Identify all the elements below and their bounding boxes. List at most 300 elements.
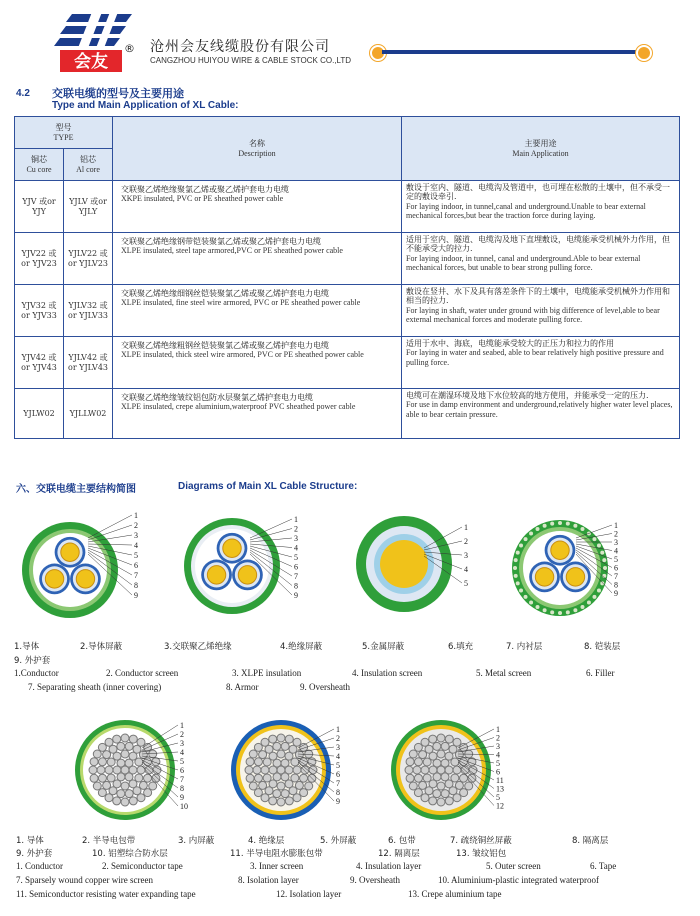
legend2-cn-item: 13. 皱纹铝包 [456,849,507,859]
cu-code: YJLW02 [15,389,64,439]
cable-diagram-crepe-aluminium [386,718,536,828]
cable-diagram-copper-wire-screen [226,718,376,828]
conductor-strand [429,735,437,743]
conductor-strand [107,774,115,782]
cable-type-table [14,116,680,439]
legend1-en-item: 1.Conductor [14,668,59,678]
armor-wire [536,527,540,531]
table-row [15,389,680,439]
conductor-strand [285,797,293,805]
armor-wire [602,558,606,562]
cu-code: YJV 或or YJY [15,181,64,233]
conductor-strand [406,774,414,782]
armor-wire [519,589,523,593]
conductor-strand [437,798,445,806]
diagram-label: 1 [464,523,468,532]
conductor-strand [105,738,113,746]
application-header [402,117,680,181]
description-cell [113,181,402,233]
conductor-strand [135,758,143,766]
legend2-en-item: 7. Sparsely wound copper wire screen [16,875,153,885]
conductor-strand [113,735,121,743]
legend1-cn-item: 8. 铠装层 [584,642,621,652]
section-number: 4.2 [16,88,30,99]
legend2-en-item: 12. Isolation layer [276,889,342,899]
cu-code: YJV32 或or YJV33 [15,285,64,337]
armor-wire [587,600,591,604]
legend2-en-item: 9. Oversheath [350,875,400,885]
cu-core-header-cn: 铜芯 [31,155,47,165]
legend1-cn-item: 6.填充 [448,642,474,652]
description-en: XLPE insulated, fine steel wire armored, PVC or PE sheathed power cable [121,298,361,308]
company-name-en: CANGZHOU HUIYOU WIRE & CABLE STOCK CO.,LTD [150,56,352,65]
conductor-strand [246,774,254,782]
legend2-cn-item: 10. 铝塑综合防水层 [92,849,168,859]
cu-core-header [15,149,64,181]
conductor-strand [263,774,271,782]
conductor-strand [293,794,301,802]
legend2-en-item: 3. Inner screen [250,861,304,871]
conductor-strand [305,750,313,758]
conductor-strand [421,738,429,746]
armor-wire [516,581,520,585]
description-header [113,117,402,181]
armor-wire [519,544,523,548]
type-header-en: TYPE [53,132,74,142]
description-cn: 交联聚乙烯绝缘细钢丝铠装聚氯乙烯或聚乙烯护套电力电缆 [121,289,329,298]
conductor-strand [129,735,137,743]
armor-wire [513,566,517,570]
application-en: For laying indoor, in tunnel,canal and underground.Unable to bear external mechanical forces,but bear the traction force during laying. [406,201,646,221]
cable-diagram-three-core-armored [176,508,326,618]
application-en: For laying in shaft, water under ground with big difference of level,able to bear external mechanical forces and moderate pulling force. [406,305,660,325]
conductor-strand [421,766,429,774]
diagram-label: 5 [614,555,618,564]
conductor-strand [437,750,445,758]
legend1-cn-item: 3.交联聚乙烯绝缘 [164,642,232,652]
diagram-label: 8 [614,580,618,590]
diagram-label: 1 [614,521,618,530]
table-row [15,233,680,285]
diagram-label: 9 [614,589,618,598]
diagram-label: 6 [336,770,340,779]
conductor-strand [261,738,269,746]
conductor-strand [437,734,445,742]
legend2-cn-item: 1. 导体 [16,836,44,846]
armor-wire [592,595,596,599]
diagram-label: 12 [496,801,504,811]
application-en: For laying indoor, in tunnel, canal and underground.Able to bear external mechanical forces, but unable to bear strong pulling force. [406,253,641,273]
legend2-en-item: 8. Isolation layer [238,875,299,885]
diagram-label: 8 [180,784,184,793]
diagram-label: 5 [464,579,468,588]
conductor [380,540,428,588]
diagram-label: 8 [134,581,138,590]
conductor-strand [441,742,449,750]
conductor-strand [281,742,289,750]
conductor-strand [285,735,293,743]
diagram-label: 5 [134,551,138,560]
diagram-label: 2 [294,524,298,534]
type-header [15,117,113,149]
diagram-label: 1 [496,725,500,734]
conductor-strand [414,774,422,782]
description-cell [113,233,402,285]
legend1-en-item: 2. Conductor screen [106,668,179,678]
diagram-label: 4 [614,546,618,556]
conductor-strand [249,782,257,790]
conductor-strand [245,766,253,774]
al-code: YJLV 或or YJLY [64,181,113,233]
type-header-cn: 型号 [55,123,72,133]
armor-wire [602,574,606,578]
armor-wire [566,522,570,526]
legend1-en-item: 4. Insulation screen [352,668,423,678]
armor-wire [543,524,547,528]
legend2-cn-item: 11. 半导电阻水膨胀包带 [230,849,323,859]
description-en: XLPE insulated, thick steel wire armored, PVC or PE sheathed power cable [121,350,364,360]
conductor-strand [453,766,461,774]
diagram-label: 7 [614,572,618,581]
conductor-strand [125,742,133,750]
diagram-label: 11 [496,776,504,785]
diagram-label: 3 [180,739,184,748]
conductor-strand [277,750,285,758]
table-row [15,181,680,233]
diagram-label: 9 [134,591,138,600]
logo-text: 会友 [74,52,108,72]
armor-wire [514,574,518,578]
diagram-label: 2 [134,521,138,530]
diagram-label: 2 [336,734,340,743]
armor-wire [558,611,562,615]
conductor-strand [281,790,289,798]
legend1-cn-item: 5.金属屏蔽 [362,642,405,652]
legend2-en-item: 4. Insulation layer [356,861,422,871]
conductor-strand [309,766,317,774]
al-core-header-cn: 铝芯 [80,155,96,165]
al-code: YJLV32 或or YJLV33 [64,285,113,337]
legend2-cn-item: 8. 隔离层 [572,836,609,846]
diagram-label: 6 [614,563,618,573]
conductor-strand [406,758,414,766]
legend1-en-item: 6. Filler [586,668,615,678]
application-cn: 适用于水中、海底，电缆能承受较大的正压力和拉力的作用 [406,339,614,348]
diagram-label: 13 [496,784,504,794]
header-rule [382,50,640,54]
conductor-strand [409,782,417,790]
application-header-en: Main Application [512,148,569,158]
legend1-cn-item: 2.导体屏蔽 [80,642,123,652]
conductor-strand [89,766,97,774]
legend1-en-item: 7. Separating sheath (inner covering) [28,682,162,692]
description-en: XLPE insulated, steel tape armored,PVC or PE sheathed power cable [121,246,343,256]
cu-core-header-en: Cu core [26,164,52,174]
description-cell [113,389,402,439]
table-row [15,285,680,337]
section6-title-en: Diagrams of Main XL Cable Structure: [178,481,358,492]
diagram-label: 7 [336,779,340,788]
armor-wire [581,527,585,531]
description-header-en: Description [238,148,276,158]
legend1-cn-item: 1.导体 [14,642,40,652]
diagram-label: 5 [180,757,184,766]
conductor-strand [437,782,445,790]
application-cn: 敷设在竖井、水下及具有落差条件下的土壤中，电缆能承受机械外力作用和相当的拉力. [406,287,670,306]
legend2-en-item: 2. Semiconductor tape [102,861,183,871]
armor-wire [597,544,601,548]
conductor-strand [293,766,301,774]
al-code: YJLLW02 [64,389,113,439]
diagram-label: 7 [134,571,138,580]
conductor-strand [414,758,422,766]
diagram-label: 6 [134,561,138,570]
legend2-cn-item: 7. 疏绕铜丝屏蔽 [450,836,512,846]
diagram-label: 4 [134,541,138,550]
cu-code: YJV42 或or YJV43 [15,337,64,389]
conductor-strand [269,735,277,743]
description-cn: 交联聚乙烯绝缘皱纹铝包防水层聚氯乙烯护套电力电缆 [121,393,313,402]
conductor-strand [117,790,125,798]
diagram-label: 9 [294,591,298,600]
conductor-strand [273,742,281,750]
diagram-label: 1 [294,515,298,524]
armor-wire [600,581,604,585]
leader-line [88,515,132,538]
al-code: YJLV42 或or YJLV43 [64,337,113,389]
armor-wire [597,589,601,593]
diagram-label: 7 [180,775,184,784]
diagram-label: 6 [294,562,298,572]
diagram-label: 9 [180,793,184,802]
diagram-label: 3 [464,551,468,560]
conductor-strand [254,774,262,782]
armor-wire [573,524,577,528]
legend2-en-item: 10. Aluminium-plastic integrated waterproof [438,875,599,885]
legend2-cn-item: 2. 半导电包带 [82,836,136,846]
registered-mark: ® [124,42,135,55]
diagram-label: 6 [180,766,184,775]
legend2-cn-item: 4. 绝缘层 [248,836,285,846]
diagram-label: 3 [336,743,340,752]
diagram-label: 4 [336,752,340,761]
legend2-cn-item: 6. 包带 [388,836,416,846]
description-cn: 交联聚乙烯绝缘钢带铠装聚氯乙烯或聚乙烯护套电力电缆 [121,237,321,246]
diagram-label: 2 [614,529,618,539]
armor-wire [516,551,520,555]
application-cell [402,389,680,439]
application-en: For laying in water and seabed, able to bear relatively high positive pressure and pulling force. [406,348,664,367]
diagram-label: 1 [180,721,184,730]
diagram-label: 2 [464,537,468,546]
legend2-en-item: 13. Crepe aluminium tape [408,889,502,899]
conductor-strand [125,790,133,798]
diagram-label: 9 [336,797,340,806]
cable-diagram-single-core [346,508,486,618]
conductor-strand [277,782,285,790]
application-cell [402,233,680,285]
cu-code: YJV22 或or YJV23 [15,233,64,285]
diagram-label: 4 [294,543,298,553]
conductor-strand [291,758,299,766]
conductor-strand [429,797,437,805]
conductor-strand [93,782,101,790]
cable-diagram-copper-wire-screen-waterproof [70,718,220,828]
conductor-strand [121,798,129,806]
application-cell [402,285,680,337]
conductor-strand [129,797,137,805]
table-row [15,337,680,389]
conductor-strand [261,766,269,774]
diagram-label: 6 [496,767,500,777]
diagram-label: 8 [294,581,298,591]
armor-wire [524,595,528,599]
legend-structure-2 [16,834,696,912]
al-code: YJLV22 或or YJLV23 [64,233,113,285]
conductor-strand [253,766,261,774]
conductor-strand [121,734,129,742]
legend-structure-1 [14,640,694,692]
conductor-strand [103,781,111,789]
diagram-label: 3 [496,742,500,751]
description-cell [113,337,402,389]
diagram-label: 4 [496,750,500,760]
description-cn: 交联聚乙烯绝缘聚氯乙烯或聚乙烯护套电力电缆 [121,185,289,194]
armor-wire [581,605,585,609]
conductor-strand [105,766,113,774]
diagram-label: 3 [294,534,298,543]
description-en: XKPE insulated, PVC or PE sheathed power cable [121,194,284,204]
company-name-cn: 沧州会友线缆股份有限公司 [150,39,330,55]
cable-diagram-three-core-unarmored [10,508,160,618]
conductor-strand [98,774,106,782]
application-cn: 敷设于室内、隧道、电缆沟及管道中，也可埋在松散的土壤中，但不承受一定的敷设牵引. [406,183,670,202]
diagram-label: 5 [294,553,298,562]
conductor-strand [90,758,98,766]
armor-wire [536,605,540,609]
conductor-strand [453,794,461,802]
conductor-strand [269,797,277,805]
conductor-strand [259,781,267,789]
armor-wire [592,537,596,541]
conductor-strand [423,774,431,782]
legend2-en-item: 1. Conductor [16,861,63,871]
conductor-strand [149,750,157,758]
legend2-cn-item: 3. 内屏蔽 [178,836,215,846]
section-title-en: Type and Main Application of XL Cable: [52,100,239,111]
armor-wire [550,522,554,526]
diagram-label: 8 [336,788,340,797]
armor-wire [566,610,570,614]
conductor-strand [121,782,129,790]
cable-diagram-three-core-wire-armored [504,508,654,618]
conductor-strand [405,766,413,774]
conductor-strand [273,790,281,798]
legend1-en-item: 3. XLPE insulation [232,668,302,678]
diagram-label: 2 [180,730,184,739]
armor-wire [524,537,528,541]
armor-wire [529,532,533,536]
diagram-label: 5 [496,793,500,802]
conductor-strand [113,797,121,805]
armor-wire [550,610,554,614]
diagram-label: 7 [294,572,298,581]
armor-wire [600,551,604,555]
conductor-strand [246,758,254,766]
conductor-strand [433,790,441,798]
diagram-label: 3 [134,531,138,540]
diagram-label: 5 [496,759,500,768]
armor-wire [529,600,533,604]
diagram-label: 3 [614,538,618,547]
conductor-strand [413,766,421,774]
legend1-en-item: 8. Armor [226,682,259,692]
legend1-cn-item: 9. 外护套 [14,656,51,666]
legend2-cn-item: 9. 外护套 [16,849,53,859]
diagram-label: 5 [336,761,340,770]
legend2-en-item: 11. Semiconductor resisting water expanding tape [16,889,196,899]
diagram-label: 4 [180,748,184,757]
diagram-label: 2 [496,733,500,743]
legend2-cn-item: 5. 外屏蔽 [320,836,357,846]
conductor-strand [121,750,129,758]
application-header-cn: 主要用途 [524,139,557,149]
legend1-en-item: 9. Oversheath [300,682,350,692]
diagram-label: 1 [134,511,138,520]
conductor-strand [98,758,106,766]
legend2-en-item: 5. Outer screen [486,861,541,871]
description-cell [113,285,402,337]
diagram-label: 10 [180,802,188,811]
conductor-strand [254,758,262,766]
application-cn: 电缆可在潮湿环境及地下水位较高的地方使用，并能承受一定的压力. [406,391,649,400]
section6-title-cn: 六、交联电缆主要结构简图 [16,484,136,495]
legend2-en-item: 6. Tape [590,861,617,871]
application-en: For use in damp environment and underground,relatively higher water level places, able to bear certain pressure. [406,400,673,419]
conductor-strand [117,742,125,750]
conductor-strand [277,798,285,806]
diagram-label: 1 [336,725,340,734]
armor-wire [514,558,518,562]
application-cell [402,181,680,233]
conductor-strand [445,735,453,743]
conductor-strand [97,766,105,774]
conductor-strand [137,766,145,774]
legend1-cn-item: 4.绝缘屏蔽 [280,642,323,652]
legend1-cn-item: 7. 内衬层 [506,642,543,652]
armor-wire [603,566,607,570]
al-core-header-en: Al core [76,164,100,174]
section-title-cn: 交联电缆的型号及主要用途 [52,87,184,100]
armor-wire [543,608,547,612]
diagram-label: 4 [464,565,468,574]
description-en: XLPE insulated, crepe aluminium,waterproof PVC sheathed power cable [121,402,356,412]
legend1-en-item: 5. Metal screen [476,668,532,678]
application-cell [402,337,680,389]
al-core-header [64,149,113,181]
armor-wire [573,608,577,612]
conductor-strand [433,742,441,750]
conductor-strand [445,797,453,805]
application-cn: 适用于室内、隧道、电缆沟及地下直埋敷设，电缆能承受机械外力作用，但不能承受大的拉力. [406,235,670,254]
conductor-strand [300,774,308,782]
conductor-strand [419,781,427,789]
conductor-strand [451,758,459,766]
description-cn: 交联聚乙烯绝缘粗钢丝铠装聚氯乙烯或聚乙烯护套电力电缆 [121,341,329,350]
conductor-strand [137,794,145,802]
conductor-strand [277,734,285,742]
description-header-cn: 名称 [249,139,265,149]
